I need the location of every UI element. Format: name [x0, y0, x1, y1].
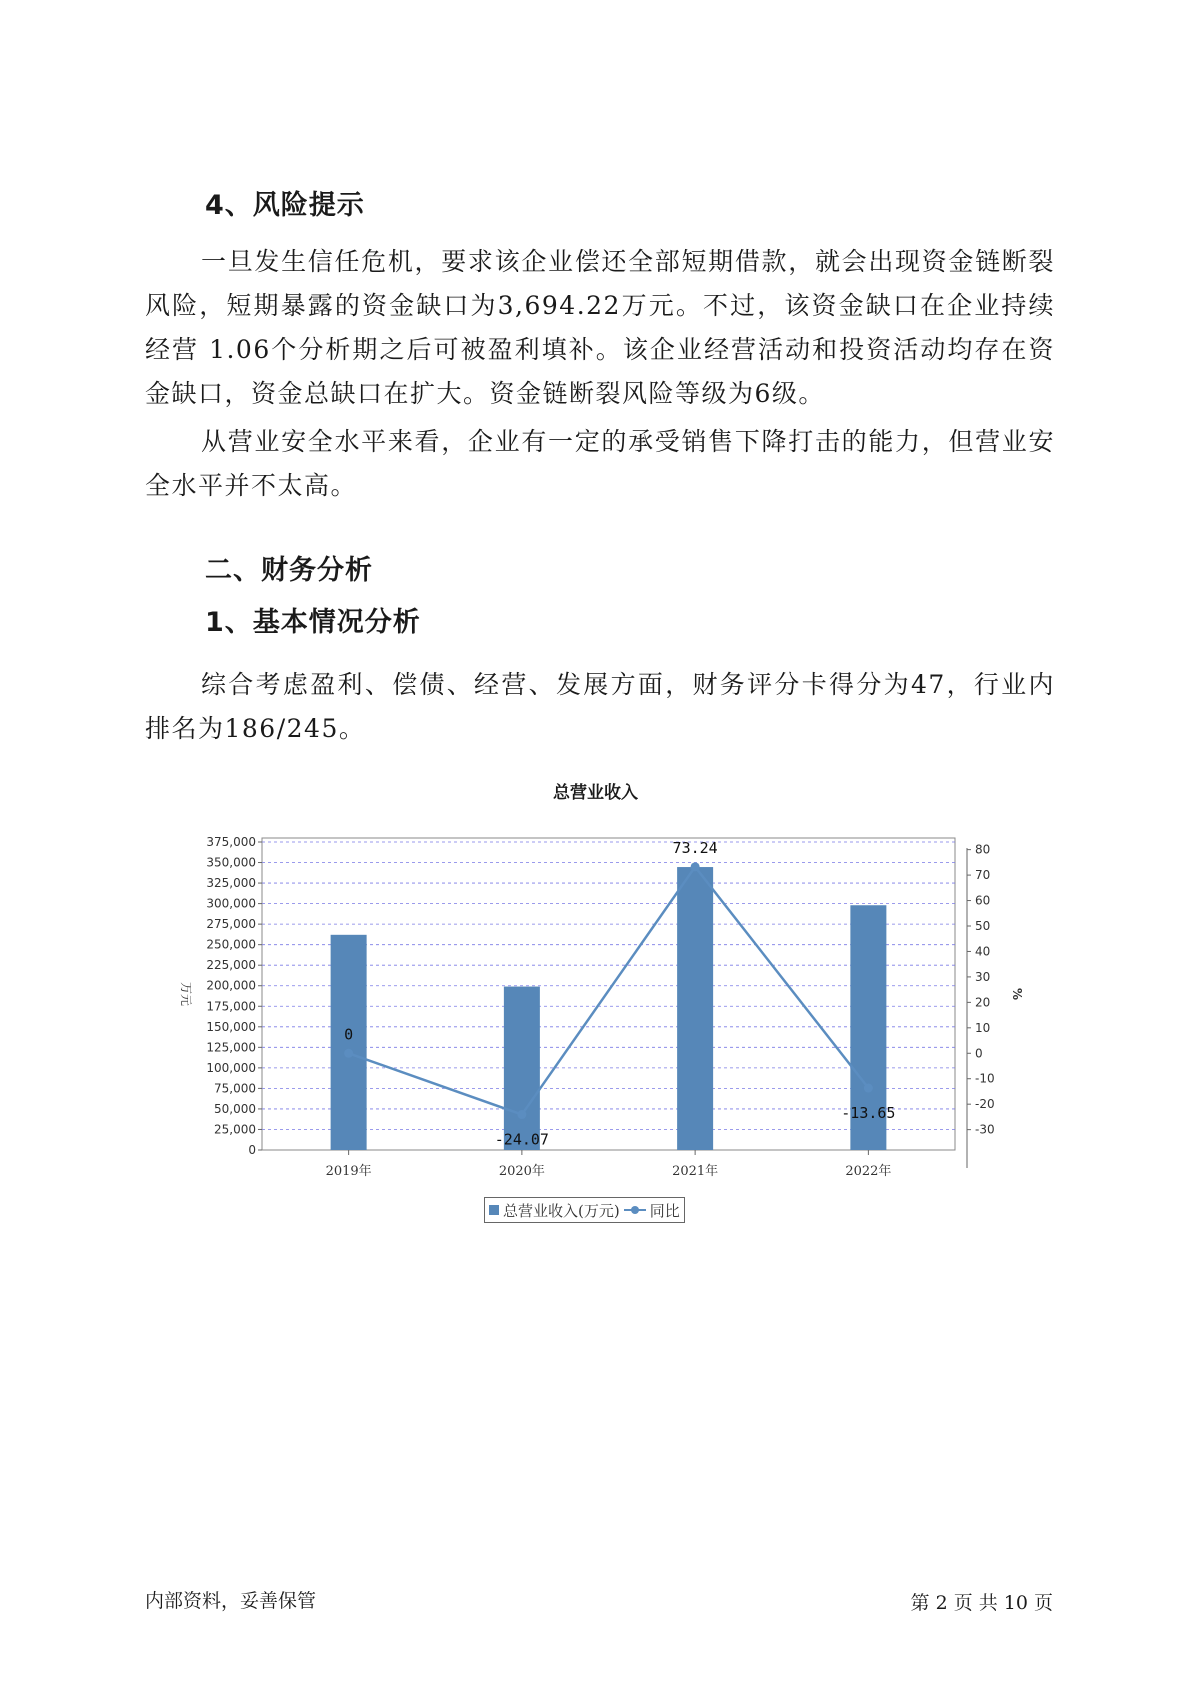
yoy-point	[517, 1110, 526, 1119]
x-tick-label: 2022年	[845, 1164, 892, 1179]
yoy-data-label: -13.65	[841, 1104, 896, 1123]
right-tick-label: -30	[975, 1122, 995, 1137]
right-tick-label: -10	[975, 1071, 995, 1086]
basic-paragraph: 综合考虑盈利、偿债、经营、发展方面，财务评分卡得分为47，行业内排名为186/245。	[145, 670, 1055, 743]
left-tick-label: 50,000	[214, 1101, 256, 1116]
right-axis-title: %	[1010, 987, 1024, 1001]
risk-paragraph-2: 从营业安全水平来看，企业有一定的承受销售下降打击的能力，但营业安全水平并不太高。	[145, 427, 1055, 500]
footer-page-number: 第 2 页 共 10 页	[910, 1592, 1053, 1614]
revenue-bar	[677, 867, 713, 1150]
right-tick-label: 70	[975, 868, 991, 883]
right-tick-label: 80	[975, 842, 991, 857]
legend-label-yoy: 同比	[649, 1201, 680, 1220]
section-heading-basic: 1、基本情况分析	[205, 607, 421, 638]
x-tick-label: 2021年	[672, 1164, 719, 1179]
left-tick-label: 125,000	[206, 1040, 256, 1055]
left-tick-label: 300,000	[206, 896, 256, 911]
right-tick-label: -20	[975, 1097, 995, 1112]
right-tick-label: 40	[975, 944, 991, 959]
left-tick-label: 175,000	[206, 999, 256, 1014]
section-heading-risk: 4、风险提示	[205, 190, 365, 221]
revenue-chart	[170, 800, 1024, 1190]
left-tick-label: 375,000	[206, 835, 256, 849]
yoy-data-label: 0	[344, 1025, 354, 1044]
left-tick-label: 100,000	[206, 1060, 256, 1075]
yoy-point	[691, 862, 700, 871]
right-tick-label: 50	[975, 919, 991, 933]
left-tick-label: 275,000	[206, 917, 256, 932]
left-tick-label: 0	[248, 1143, 256, 1157]
chart-title: 总营业收入	[553, 783, 638, 803]
yoy-data-label: 73.24	[672, 838, 718, 857]
bar-legend-swatch	[489, 1205, 499, 1215]
x-tick-label: 2019年	[325, 1164, 372, 1179]
x-tick-label: 2020年	[498, 1164, 545, 1179]
right-tick-label: 0	[975, 1046, 983, 1061]
left-tick-label: 75,000	[214, 1081, 256, 1096]
section-heading-finance: 二、财务分析	[205, 555, 373, 586]
left-tick-label: 325,000	[206, 876, 256, 891]
legend-label-revenue: 总营业收入(万元)	[503, 1201, 620, 1220]
right-tick-label: 60	[975, 893, 991, 908]
left-tick-label: 350,000	[206, 855, 256, 870]
yoy-point	[864, 1084, 873, 1093]
yoy-point	[344, 1049, 353, 1058]
footer-confidential: 内部资料，妥善保管	[145, 1590, 317, 1612]
left-tick-label: 150,000	[206, 1019, 256, 1034]
left-tick-label: 225,000	[206, 958, 256, 973]
chart-legend	[484, 1197, 685, 1223]
revenue-bar	[504, 987, 540, 1150]
right-tick-label: 30	[975, 969, 991, 984]
right-tick-label: 20	[975, 995, 991, 1010]
yoy-data-label: -24.07	[494, 1130, 549, 1149]
left-tick-label: 25,000	[214, 1122, 256, 1137]
right-tick-label: 10	[975, 1020, 991, 1035]
risk-paragraph-1: 一旦发生信任危机，要求该企业偿还全部短期借款，就会出现资金链断裂风险，短期暴露的资金缺口为3,694.22万元。不过，该资金缺口在企业持续经营 1.06个分析期之后可被盈利填补。该企业经营活动和投资活动均存在资金缺口，资金总缺口在扩大。资金链断裂风险等级为6级。	[145, 247, 1055, 408]
left-tick-label: 200,000	[206, 978, 256, 993]
line-legend-marker	[624, 1205, 646, 1215]
left-tick-label: 250,000	[206, 937, 256, 952]
left-axis-title: 万元	[179, 981, 193, 1007]
